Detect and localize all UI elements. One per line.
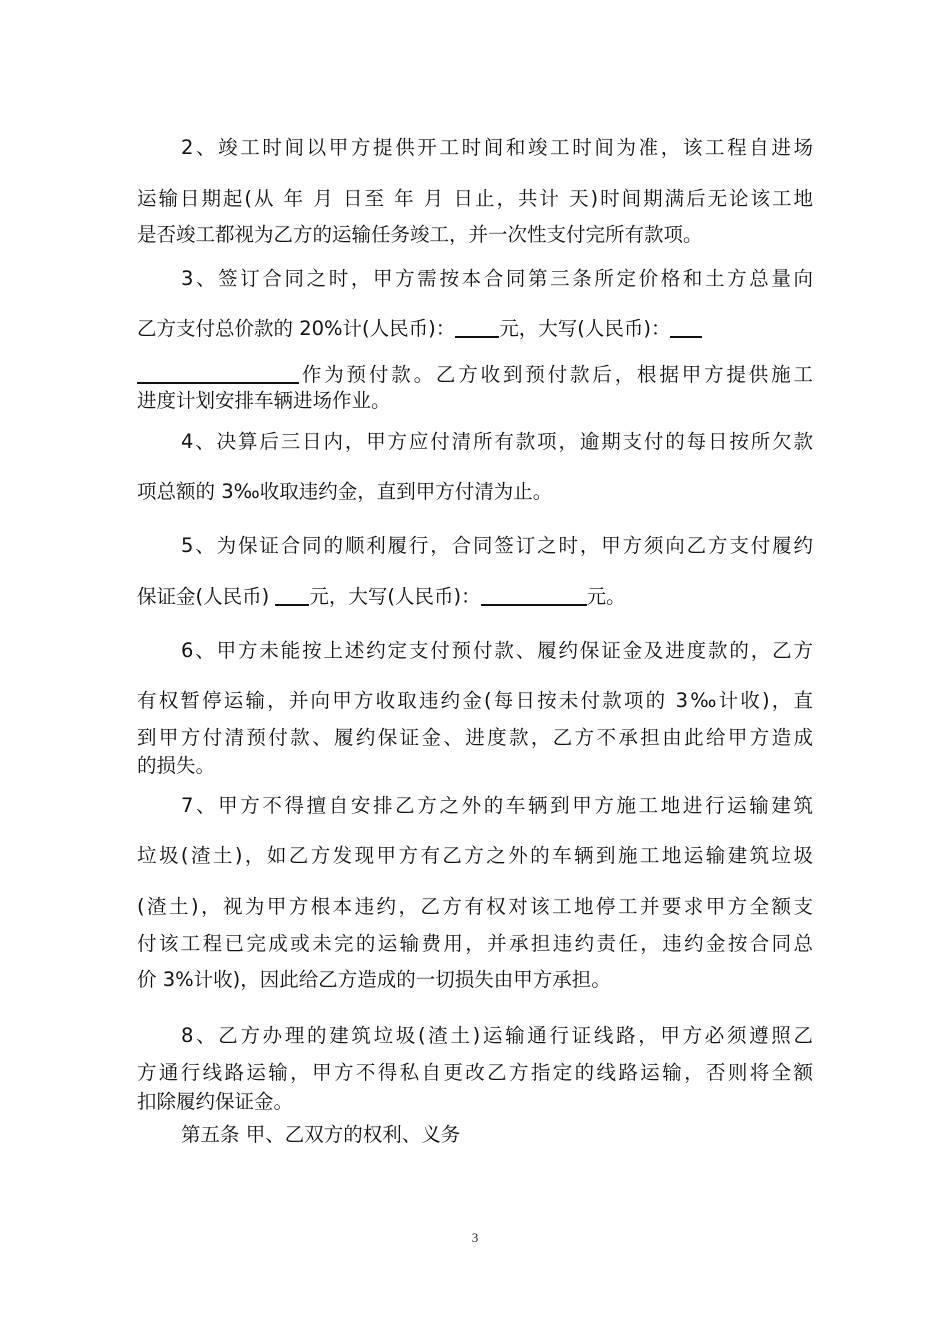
item-7-line-3: (渣土)，视为甲方根本违约，乙方有权对该工地停工并要求甲方全额支 [137,895,813,918]
item-7-line-5: 价 3%计收)，因此给乙方造成的一切损失由甲方承担。 [137,968,611,991]
item-2-line-1: 2、竣工时间以甲方提供开工时间和竣工时间为准，该工程自进场 [181,136,813,159]
item-5-uppercase-label: 元，大写(人民币)： [309,585,481,608]
deposit-amount-blank [275,582,309,606]
item-3-line-1: 3、签订合同之时，甲方需按本合同第三条所定价格和土方总量向 [181,267,813,290]
section-heading: 第五条 甲、乙双方的权利、义务 [181,1123,461,1146]
item-6-line-3: 到甲方付清预付款、履约保证金、进度款，乙方不承担由此给甲方造成 [137,726,813,749]
item-8-line-3: 扣除履约保证金。 [137,1090,294,1113]
item-5-deposit-label: 保证金(人民币) [137,585,270,608]
item-4-line-1: 4、决算后三日内，甲方应付清所有款项，逾期支付的每日按所欠款 [181,430,813,453]
item-6-line-2: 有权暂停运输，并向甲方收取违约金(每日按未付款项的 3‰计收)，直 [137,689,813,712]
item-6-line-1: 6、甲方未能按上述约定支付预付款、履约保证金及进度款的，乙方 [181,639,813,662]
item-3-line-2 [137,314,813,344]
advance-uppercase-blank-end [137,360,299,384]
item-8-line-2: 方通行线路运输，甲方不得私自更改乙方指定的线路运输，否则将全额 [137,1061,813,1084]
item-3-uppercase-label: 元，大写(人民币)： [499,317,671,340]
item-8-line-1: 8、乙方办理的建筑垃圾(渣土)运输通行证线路，甲方必须遵照乙 [181,1024,813,1047]
item-4-line-2: 项总额的 3‰收取违约金，直到甲方付清为止。 [137,480,553,503]
item-5-yuan: 元。 [586,585,626,608]
page-number: 3 [471,1230,479,1245]
item-7-line-2: 垃圾(渣土)，如乙方发现甲方有乙方之外的车辆到施工地运输建筑垃圾 [137,844,813,867]
item-7-line-1: 7、甲方不得擅自安排乙方之外的车辆到甲方施工地进行运输建筑 [181,794,813,817]
item-3-line-3-text: 作为预付款。乙方收到预付款后，根据甲方提供施工 [299,363,813,386]
item-3-line-4: 进度计划安排车辆进场作业。 [137,389,391,412]
advance-amount-blank [455,314,499,338]
item-5-line-2 [137,582,813,612]
item-7-line-4: 付该工程已完成或未完的运输费用，并承担违约责任，违约金按合同总 [137,932,813,955]
item-2-line-3: 是否竣工都视为乙方的运输任务竣工，并一次性支付完所有款项。 [137,223,703,246]
item-5-line-1: 5、为保证合同的顺利履行，合同签订之时，甲方须向乙方支付履约 [181,534,813,557]
item-6-line-4: 的损失。 [137,754,216,777]
advance-uppercase-blank-start [670,314,702,338]
item-2-line-2: 运输日期起(从 年 月 日至 年 月 日止，共计 天)时间期满后无论该工地 [137,187,813,210]
item-3-advance-label: 乙方支付总价款的 20%计(人民币)： [137,317,456,340]
deposit-uppercase-blank [481,582,587,606]
